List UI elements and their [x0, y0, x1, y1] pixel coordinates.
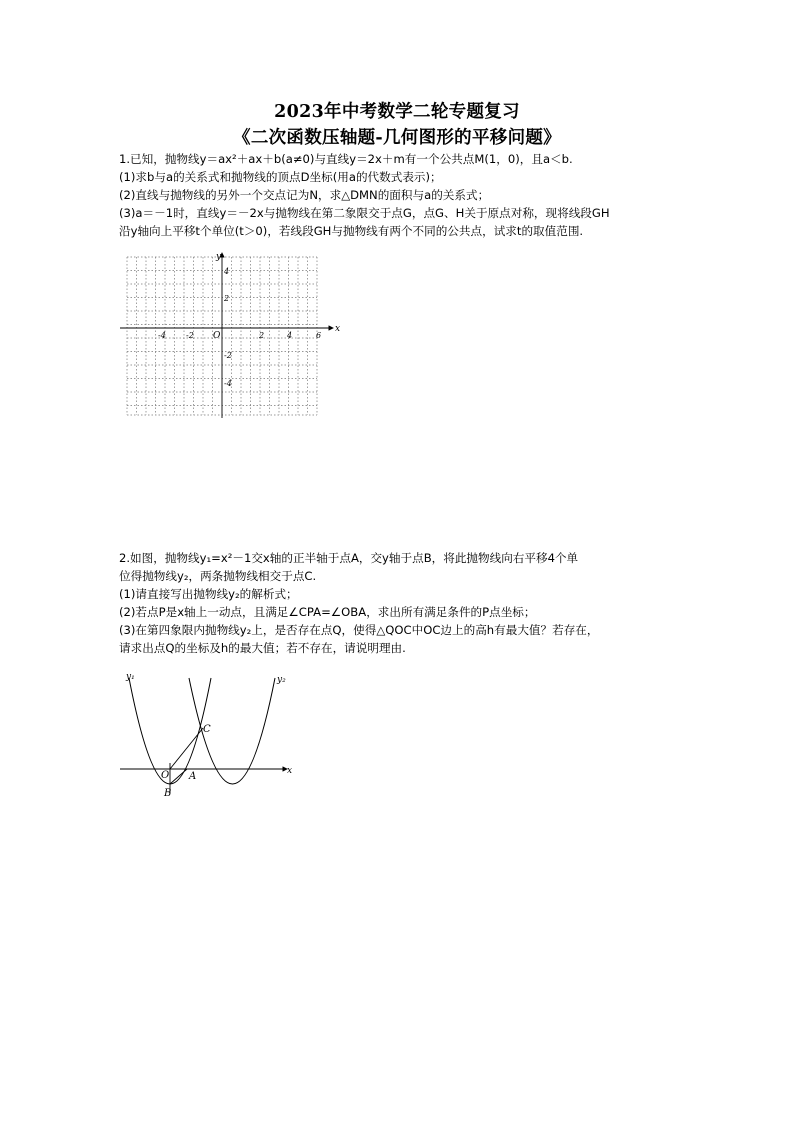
x-axis-label: x: [287, 766, 293, 776]
label-y1: y₁: [126, 672, 135, 682]
problem2-statement-line1: 2.如图，抛物线y₁=x²－1交x轴的正半轴于点A，交y轴于点B，将此抛物线向右平移4个单: [119, 551, 579, 565]
problem1-part2: (2)直线与抛物线的另外一个交点记为N，求△DMN的面积与a的关系式；: [119, 188, 490, 202]
label-point-b: B: [164, 788, 172, 799]
problem1-part3-line1: (3)a＝－1时，直线y＝－2x与抛物线在第二象限交于点G，点G、H关于原点对称，现将线段GH: [119, 206, 610, 220]
document-title-line1: 2023年中考数学二轮专题复习: [274, 102, 520, 122]
problem2-part3-line1: (3)在第四象限内抛物线y₂上，是否存在点Q，使得△QOC中OC边上的高h有最大值？若存在，: [119, 623, 599, 637]
label-y2: y₂: [277, 675, 286, 685]
document-title-line2: 《二次函数压轴题-几何图形的平移问题》: [233, 128, 561, 148]
y-tick-neg2: -2: [224, 351, 232, 360]
parabola-y2: [189, 678, 275, 784]
problem1-part3-line2: 沿y轴向上平移t个单位(t＞0)，若线段GH与抛物线有两个不同的公共点，试求t的取值范围.: [119, 224, 584, 238]
x-tick-6: 6: [316, 331, 322, 340]
x-axis-label: x: [335, 324, 341, 334]
y-axis-label: y: [216, 252, 222, 262]
label-point-o: O: [161, 770, 170, 781]
origin-label: O: [213, 331, 221, 341]
y-tick-4: 4: [224, 267, 230, 276]
label-point-a: A: [189, 771, 197, 782]
x-tick-neg2: -2: [186, 331, 194, 340]
x-tick-4: 4: [287, 331, 293, 340]
problem2-parabola-figure: [115, 668, 300, 803]
x-tick-2: 2: [259, 331, 265, 340]
segment-oc: [170, 728, 203, 769]
y-tick-2: 2: [224, 294, 230, 303]
problem2-part3-line2: 请求出点Q的坐标及h的最大值；若不存在，请说明理由.: [119, 641, 406, 655]
problem2-statement-line2: 位得抛物线y₂，两条抛物线相交于点C.: [119, 569, 317, 583]
problem1-statement: 1.已知，抛物线y＝ax²＋ax＋b(a≠0)与直线y＝2x＋m有一个公共点M(1，0)，且a＜b.: [119, 152, 573, 166]
x-tick-neg4: -4: [158, 331, 166, 340]
problem1-part1: (1)求b与a的关系式和抛物线的顶点D坐标(用a的代数式表示)；: [119, 170, 442, 184]
problem2-part2: (2)若点P是x轴上一动点，且满足∠CPA=∠OBA，求出所有满足条件的P点坐标；: [119, 605, 536, 619]
label-point-c: C: [203, 724, 211, 735]
y-tick-neg4: -4: [224, 379, 232, 388]
problem1-coordinate-grid: [118, 250, 348, 420]
segment-ba: [170, 769, 187, 784]
problem2-part1: (1)请直接写出抛物线y₂的解析式；: [119, 587, 298, 601]
